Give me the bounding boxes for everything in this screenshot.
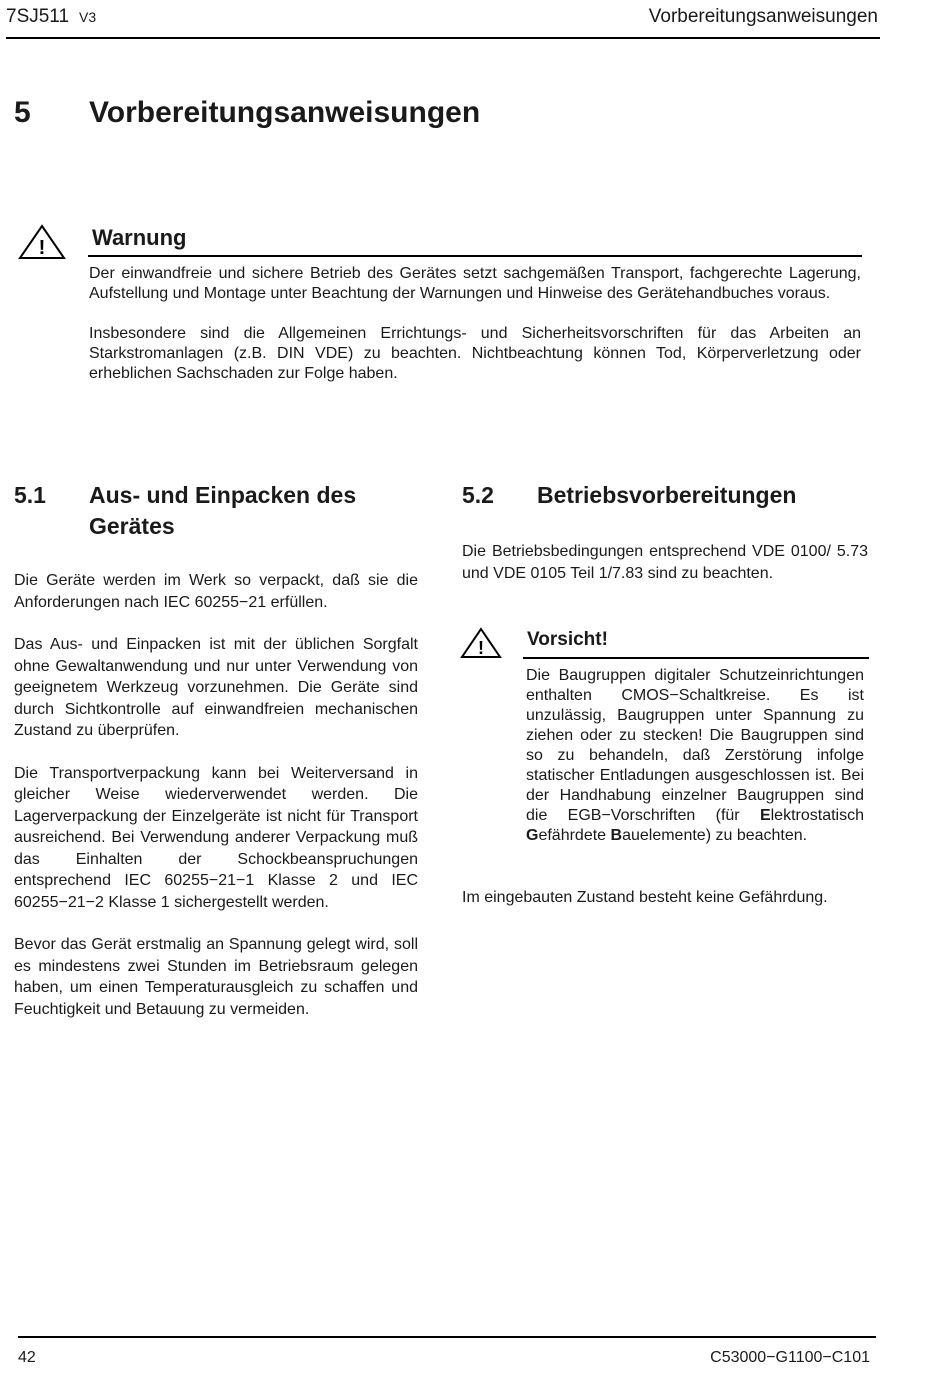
header-divider xyxy=(6,37,880,39)
section-title: Betriebsvorbereitungen xyxy=(537,482,797,508)
caution-text: lektrostatisch xyxy=(770,807,864,824)
egb-letter-g: G xyxy=(526,827,539,844)
body-paragraph: Die Geräte werden im Werk so verpackt, daß sie die Anforderungen nach IEC 60255−21 erfüllen. xyxy=(14,572,418,611)
caution-title: Vorsicht! xyxy=(527,629,608,650)
product-code: 7SJ511 xyxy=(6,6,70,27)
section-body xyxy=(14,570,418,1041)
egb-letter-e: E xyxy=(759,807,771,824)
section-number: 5.2 xyxy=(462,482,494,508)
body-paragraph: Die Transportverpackung kann bei Weiterversand in gleicher Weise wiederverwendet werden. Die Lagerverpackung der Einzelgeräte ist nicht für Transport ausreichend. Bei Verwendung anderer Verpackung muß das Einhalten der Schockbeanspruchungen entsprechend IEC 60255−21−1 Klasse 2 und IEC 60255−21−2 Klasse 1 sichergestellt werden. xyxy=(14,764,418,911)
installed-state-note: Im eingebauten Zustand besteht keine Gefährdung. xyxy=(462,889,828,906)
page-number: 42 xyxy=(18,1349,36,1366)
section-intro xyxy=(462,541,868,605)
body-paragraph: Die Betriebsbedingungen entsprechend VDE 0100/ 5.73 und VDE 0105 Teil 1/7.83 sind zu beachten. xyxy=(462,543,868,582)
chapter-number: 5 xyxy=(14,96,31,129)
caution-text: auelemente) zu beachten. xyxy=(622,827,808,844)
chapter-title: Vorbereitungsanweisungen xyxy=(89,96,481,129)
warning-body xyxy=(89,264,861,404)
footer-divider xyxy=(18,1336,876,1338)
caution-body xyxy=(526,666,864,846)
section-title: Aus- und Einpacken des Gerätes xyxy=(89,482,357,539)
warning-icon-glyph: ! xyxy=(38,237,46,259)
caution-text: efährdete xyxy=(538,827,611,844)
body-paragraph: Das Aus- und Einpacken ist mit der üblichen Sorgfalt ohne Gewaltanwendung und nur unter Verwendung von geeignetem Werkzeug vorzunehmen. Die Geräte sind durch Sichtkontrolle auf einwandfreien mechanischen Zustand zu überprüfen. xyxy=(14,636,418,739)
warning-divider xyxy=(88,255,862,257)
warning-triangle-icon xyxy=(18,224,66,260)
warning-paragraph: Insbesondere sind die Allgemeinen Errichtungs- und Sicherheitsvorschriften für das Arbeiten an Starkstromanlagen (z.B. DIN VDE) zu beachten. Nichtbeachtung können Tod, Körperverletzung oder erheblichen Sachschaden zur Folge haben. xyxy=(89,325,861,382)
egb-letter-b: B xyxy=(610,827,623,844)
document-number: C53000−G1100−C101 xyxy=(710,1349,870,1366)
version-label: V3 xyxy=(79,9,97,25)
section-number: 5.1 xyxy=(14,482,46,508)
header-product xyxy=(6,6,96,28)
warning-paragraph: Der einwandfreie und sichere Betrieb des Gerätes setzt sachgemäßen Transport, fachgerechte Lagerung, Aufstellung und Montage unter Beachtung der Warnungen und Hinweise des Gerätehandbuches voraus. xyxy=(89,265,861,302)
body-paragraph: Bevor das Gerät erstmalig an Spannung gelegt wird, soll es mindestens zwei Stunden im Betriebsraum gelegen haben, um einen Temperaturausgleich zu schaffen und Feuchtigkeit und Betauung zu vermeiden. xyxy=(14,936,418,1018)
warning-title: Warnung xyxy=(92,225,187,250)
caution-text: Die Baugruppen digitaler Schutzeinrichtungen enthalten CMOS−Schaltkreise. Es ist unzulässig, Baugruppen unter Spannung zu ziehen oder zu stecken! Die Baugruppen sind so zu behandeln, daß Zerstörung infolge statischer Entladungen ausgeschlossen ist. Bei der Handhabung einzelner Baugruppen sind die EGB−Vorschriften (für xyxy=(526,667,864,824)
caution-divider xyxy=(523,657,869,659)
running-title: Vorbereitungsanweisungen xyxy=(648,6,878,27)
caution-icon-glyph: ! xyxy=(478,638,484,658)
caution-triangle-icon xyxy=(460,627,502,659)
